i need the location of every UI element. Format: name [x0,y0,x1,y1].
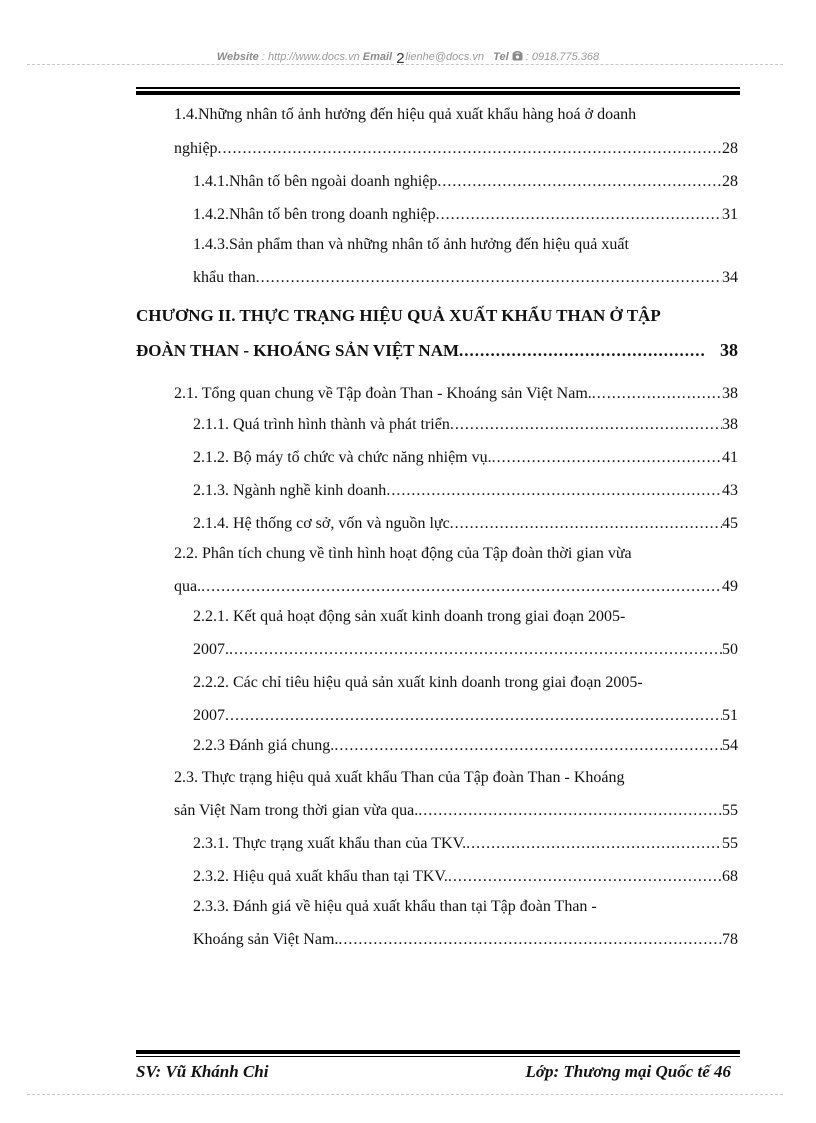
page-ref: 28 [722,173,738,190]
toc-item-2-3-cont[interactable]: sản Việt Nam trong thời gian vừa qua. ..... 55 [174,801,738,821]
page-ref: 55 [722,802,738,819]
toc-item-1-4-cont[interactable]: nghiệp ..... 28 [174,139,738,159]
page-ref: 38 [722,385,738,402]
leader-dots [225,706,722,726]
page-number: 2 [396,50,405,67]
footer-class: Lớp: Thương mại Quốc tế 46 [525,1062,731,1081]
leader-dots [201,577,722,597]
toc-item-2-2-2-cont[interactable]: 2007 ..... 51 [193,706,738,726]
page-ref: 38 [722,416,738,433]
toc-item-2-1-2[interactable]: 2.1.2. Bộ máy tổ chức và chức năng nhiệm vụ. ..... 41 [193,448,738,468]
toc-item-2-2[interactable]: 2.2. Phân tích chung về tình hình hoạt động của Tập đoàn thời gian vừa [174,545,632,562]
leader-dots [229,640,722,660]
leader-dots [450,415,722,435]
leader-dots [492,448,722,468]
toc-item-2-1-3[interactable]: 2.1.3. Ngành nghề kinh doanh ..... 43 [193,481,738,501]
toc-item-2-2-2[interactable]: 2.2.2. Các chỉ tiêu hiệu quả sản xuất kinh doanh trong giai đoạn 2005- [193,674,643,691]
leader-dots [437,172,722,192]
leader-dots [334,736,722,756]
page-ref: 28 [722,140,738,157]
email-value[interactable]: lienhe@docs.vn [405,51,484,63]
tel-value: : 0918.775.368 [525,51,600,63]
toc-item-2-2-1[interactable]: 2.2.1. Kết quả hoạt động sản xuất kinh doanh trong giai đoạn 2005- [193,608,626,625]
page-ref: 51 [722,707,738,724]
toc-item-2-2-1-cont[interactable]: 2007. ..... 50 [193,640,738,660]
toc-item-2-3[interactable]: 2.3. Thực trạng hiệu quả xuất khẩu Than của Tập đoàn Than - Khoáng [174,769,625,786]
page-ref: 50 [722,641,738,658]
website-url[interactable]: http://www.docs.vn [267,51,360,63]
leader-dots [386,481,722,501]
page-ref: 31 [722,206,738,223]
leader-dots [436,205,722,225]
page-ref: 41 [722,449,738,466]
website-label: Website [216,51,259,63]
toc-item-2-2-3[interactable]: 2.2.3 Đánh giá chung. ..... 54 [193,736,738,756]
bottom-rule-thick [136,1050,740,1054]
toc-item-2-1[interactable]: 2.1. Tổng quan chung về Tập đoàn Than - Khoáng sản Việt Nam. ..... 38 [174,384,738,404]
footer-student: SV: Vũ Khánh Chi [136,1062,269,1081]
page-ref: 38 [720,340,738,360]
tel-label: Tel [493,51,509,63]
leader-dots [338,930,722,950]
toc-chapter-2[interactable]: CHƯƠNG II. THỰC TRẠNG HIỆU QUẢ XUẤT KHẨU THAN Ở TẬP [136,306,661,325]
toc-item-1-4-3-cont[interactable]: khẩu than ..... 34 [193,268,738,288]
phone-icon [512,51,526,63]
leader-dots [218,139,722,159]
toc-item-2-1-4[interactable]: 2.1.4. Hệ thống cơ sở, vốn và nguồn lực ..... 45 [193,514,738,534]
website-header: Website : http://www.docs.vn Email 2lienhe@docs.vn Tel : 0918.775.368 [216,50,600,67]
bottom-rule-thin [136,1056,740,1057]
top-rule-thin [136,87,740,89]
page-ref: 55 [722,835,738,852]
leader-dots [448,867,722,887]
toc-item-1-4-3[interactable]: 1.4.3.Sản phẩm than và những nhân tố ảnh hưởng đến hiệu quả xuất [193,236,629,253]
toc-item-1-4-1[interactable]: 1.4.1.Nhân tố bên ngoài doanh nghiệp ..... 28 [193,172,738,192]
toc-item-2-3-3[interactable]: 2.3.3. Đánh giá về hiệu quả xuất khẩu than tại Tập đoàn Than - [193,898,597,915]
toc-item-2-3-2[interactable]: 2.3.2. Hiệu quả xuất khẩu than tại TKV. ..... 68 [193,867,738,887]
toc-item-2-3-1[interactable]: 2.3.1. Thực trạng xuất khẩu than của TKV. ..... 55 [193,834,738,854]
header-dashed-line [27,64,783,65]
page-ref: 54 [722,737,738,754]
footer-dashed-line [27,1094,783,1095]
leader-dots [459,341,706,361]
leader-dots [592,384,722,404]
toc-item-1-4-2[interactable]: 1.4.2.Nhân tố bên trong doanh nghiệp ..... 31 [193,205,738,225]
leader-dots [418,801,722,821]
leader-dots [466,834,722,854]
page-ref: 68 [722,868,738,885]
toc-item-2-2-cont[interactable]: qua. ..... 49 [174,577,738,597]
leader-dots [256,268,722,288]
page-ref: 34 [722,269,738,286]
top-rule-thick [136,91,740,95]
page-ref: 43 [722,482,738,499]
toc-chapter-2-cont[interactable]: ĐOÀN THAN - KHOÁNG SẢN VIỆT NAM ..... 38 [136,340,738,361]
email-label: Email [362,51,393,63]
page-ref: 49 [722,578,738,595]
page-ref: 45 [722,515,738,532]
toc-item-2-1-1[interactable]: 2.1.1. Quá trình hình thành và phát triển ..... 38 [193,415,738,435]
toc-item-2-3-3-cont[interactable]: Khoáng sản Việt Nam. ..... 78 [193,930,738,950]
page-ref: 78 [722,931,738,948]
toc-item-1-4[interactable]: 1.4.Những nhân tố ảnh hưởng đến hiệu quả xuất khẩu hàng hoá ở doanh [174,106,637,123]
leader-dots [450,514,722,534]
